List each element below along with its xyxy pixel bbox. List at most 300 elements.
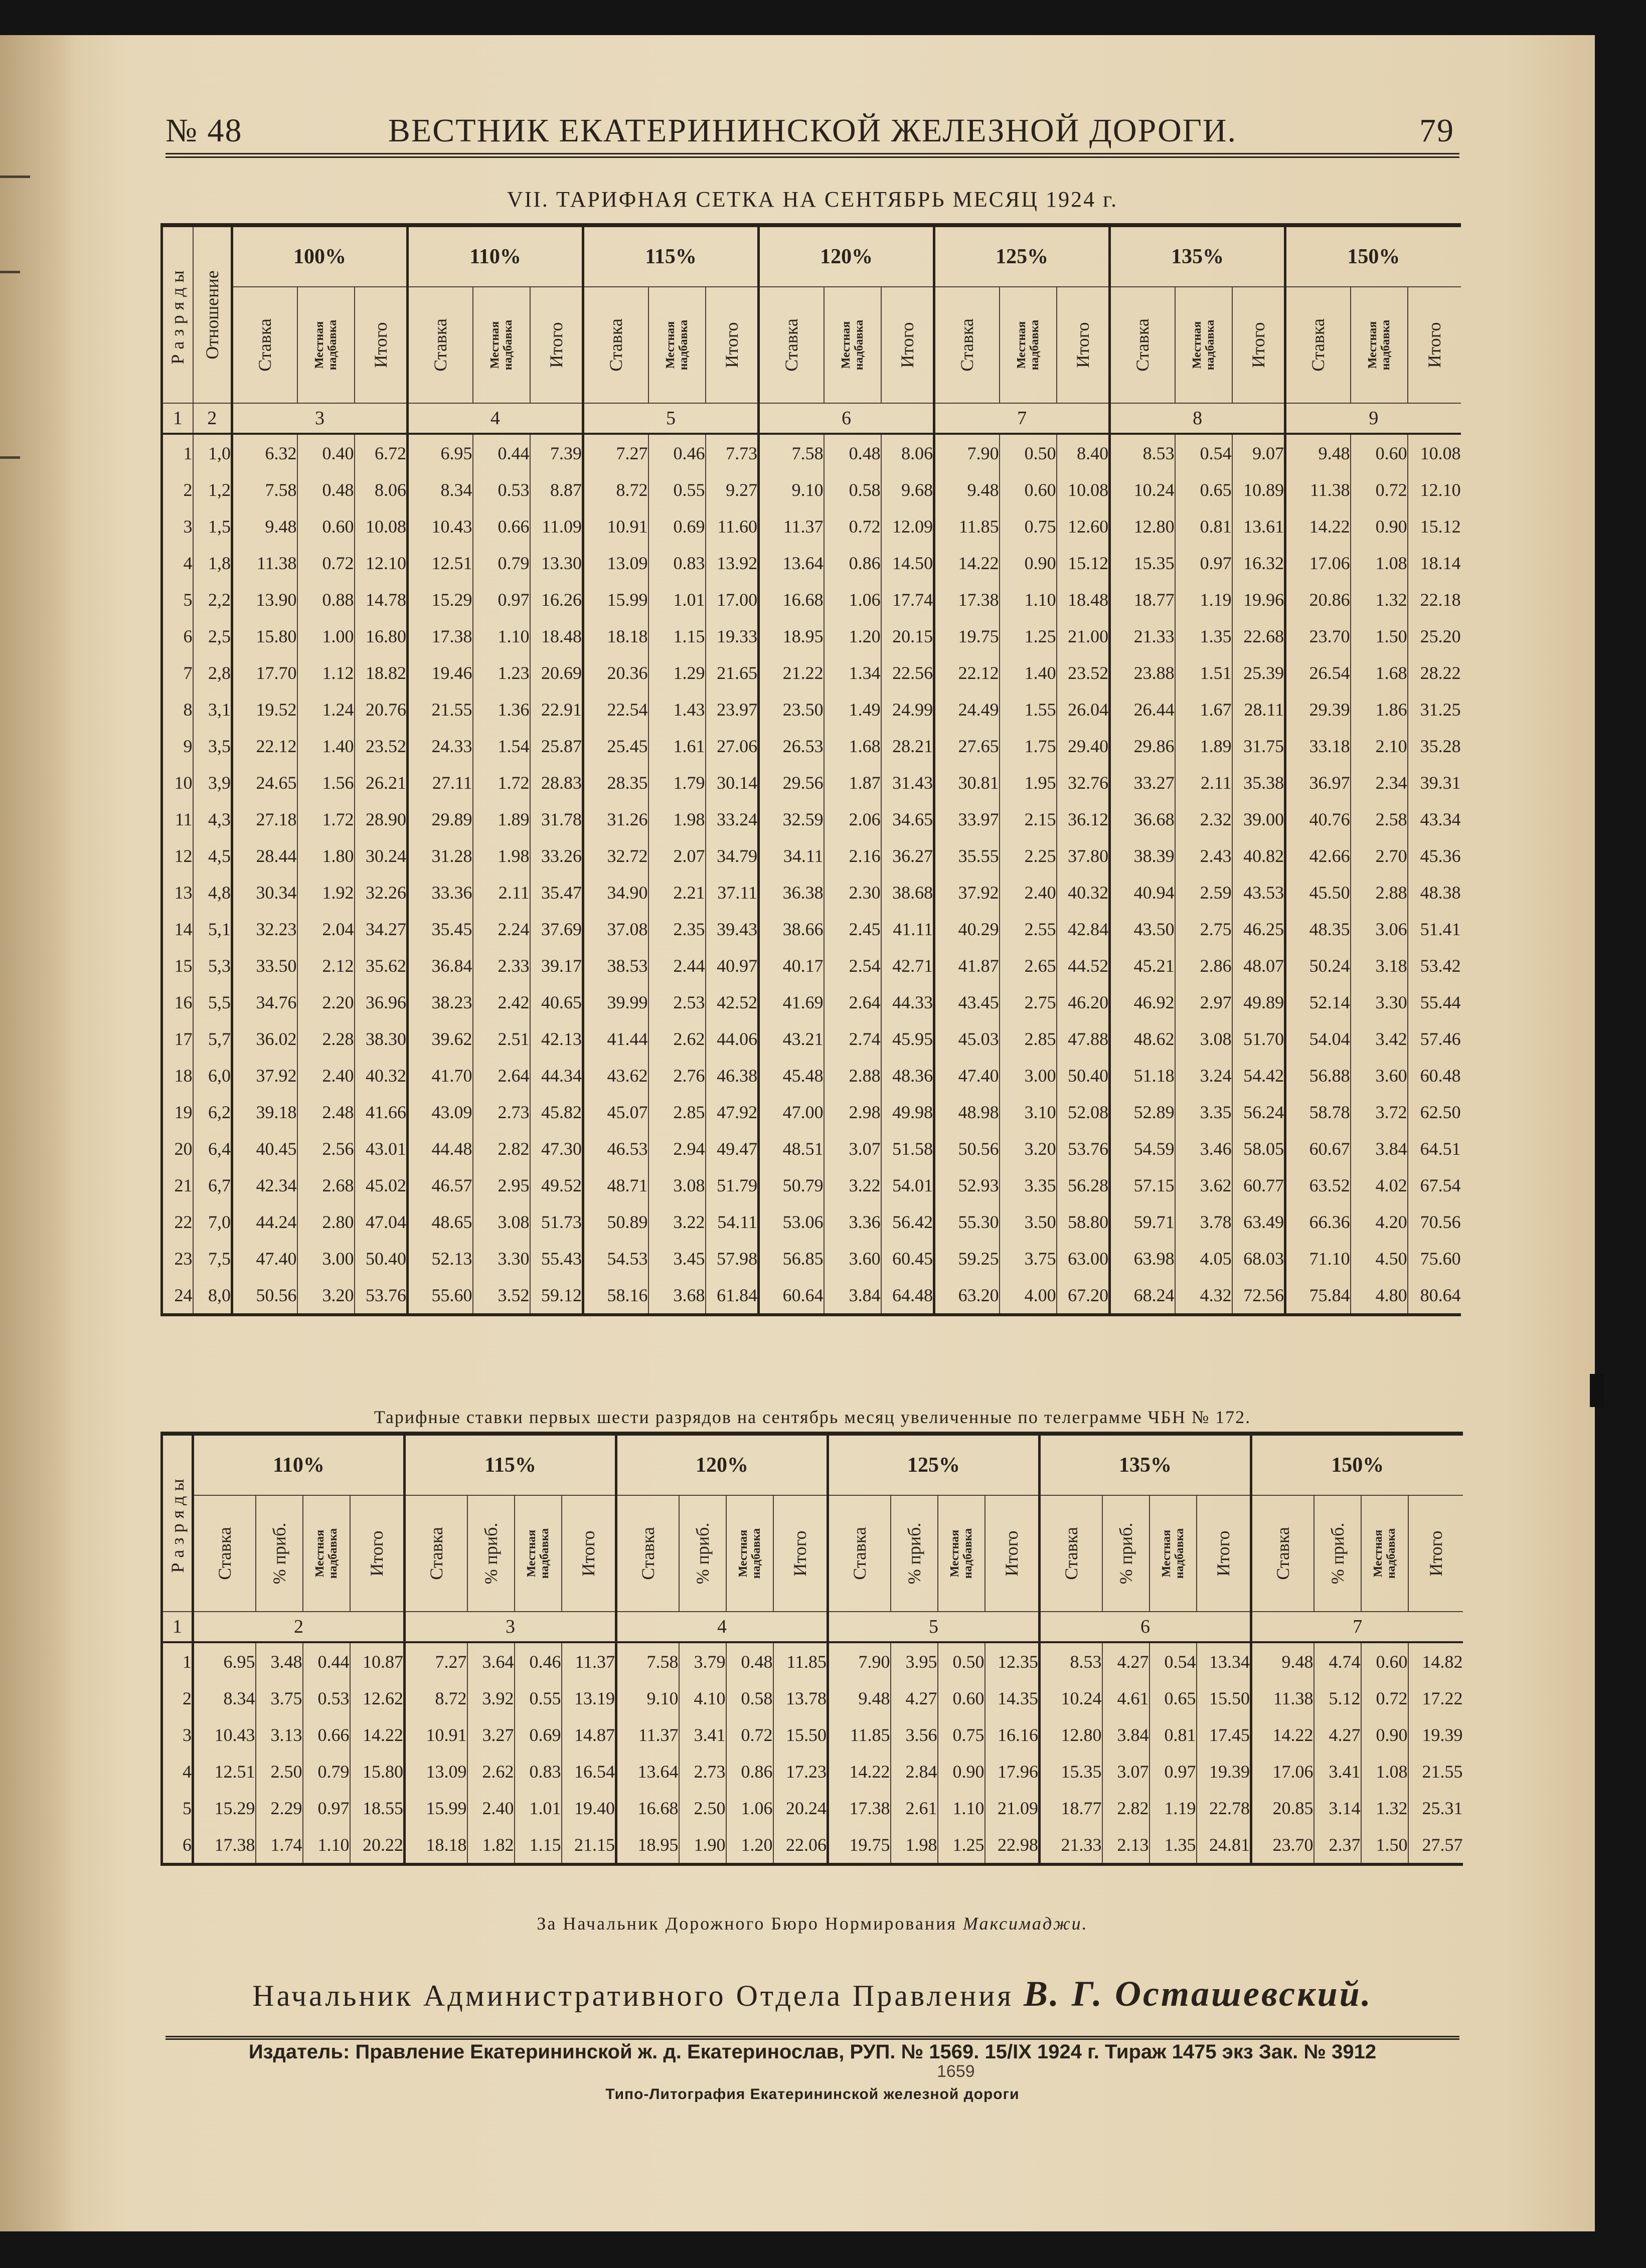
table-cell: 2.37	[1314, 1826, 1361, 1864]
table-cell: 37.11	[706, 874, 759, 911]
table-cell: 22.18	[1408, 581, 1461, 618]
vertical-header-wrap	[938, 1496, 984, 1611]
column-header	[193, 1495, 256, 1612]
table-cell: 20.22	[350, 1826, 405, 1864]
table-cell: 2.64	[473, 1057, 530, 1094]
table-cell: 3,5	[193, 728, 232, 764]
table-cell: 2.33	[473, 947, 530, 984]
table-cell: 28.11	[1232, 691, 1285, 728]
table-cell: 1.20	[824, 618, 881, 654]
percent-group-header: 150%	[1285, 225, 1461, 287]
column-header-label: Ставка	[214, 1527, 235, 1580]
table-cell: 14.22	[828, 1753, 891, 1790]
otnoshenie-header	[193, 225, 232, 403]
column-header	[1314, 1495, 1361, 1612]
table-cell: 40.97	[706, 947, 759, 984]
table-cell: 2.88	[1351, 874, 1408, 911]
table-cell: 0.75	[1000, 508, 1057, 545]
table-cell: 31.78	[530, 801, 583, 837]
table-cell: 16.16	[985, 1716, 1040, 1753]
table-cell: 23	[162, 1240, 193, 1277]
table-cell: 2.15	[1000, 801, 1057, 837]
table-cell: 56.42	[881, 1203, 934, 1240]
table-cell: 55.43	[530, 1240, 583, 1277]
table-cell: 52.89	[1110, 1094, 1175, 1130]
table-cell: 22.56	[881, 654, 934, 691]
table-cell: 48.36	[881, 1057, 934, 1094]
table-cell: 67.54	[1408, 1167, 1461, 1203]
table-cell: 0.60	[1361, 1642, 1408, 1680]
table-cell: 18.95	[759, 618, 824, 654]
table-cell: 47.40	[934, 1057, 1000, 1094]
table-cell: 14.35	[985, 1680, 1040, 1716]
table-cell: 50.89	[583, 1203, 648, 1240]
column-header-label: Итого	[370, 322, 391, 368]
printing-house: Типо-Литография Екатерининской железной дороги	[605, 2086, 1020, 2103]
table-cell: 1.56	[297, 764, 355, 801]
table-cell: 1.55	[1000, 691, 1057, 728]
table-cell: 40.32	[355, 1057, 408, 1094]
table-cell: 3.07	[1102, 1753, 1149, 1790]
table-cell: 8.53	[1110, 434, 1175, 471]
table-cell: 47.92	[706, 1094, 759, 1130]
table-cell: 4.10	[679, 1680, 726, 1716]
table-cell: 23.52	[1057, 654, 1110, 691]
table-cell: 3.84	[824, 1277, 881, 1315]
signature-line	[166, 1913, 1459, 1934]
table-cell: 3.27	[467, 1716, 515, 1753]
table-cell: 41.66	[355, 1094, 408, 1130]
table-cell: 1.15	[515, 1826, 562, 1864]
table-cell: 1.08	[1361, 1753, 1408, 1790]
percent-group-header: 135%	[1110, 225, 1285, 287]
table-cell: 25.31	[1408, 1790, 1463, 1826]
table-cell: 3.75	[256, 1680, 303, 1716]
table-cell: 58.05	[1232, 1130, 1285, 1167]
table-cell: 0.50	[938, 1642, 985, 1680]
table-cell: 47.40	[232, 1240, 297, 1277]
table-cell: 46.25	[1232, 911, 1285, 947]
table-cell: 1.00	[297, 618, 355, 654]
table-cell: 49.47	[706, 1130, 759, 1167]
table-cell: 2,8	[193, 654, 232, 691]
vertical-header-wrap	[1314, 1496, 1361, 1611]
table-cell: 10.43	[193, 1716, 256, 1753]
table-cell: 28.35	[583, 764, 648, 801]
table-cell: 32.76	[1057, 764, 1110, 801]
column-header	[405, 1495, 467, 1612]
table-cell: 2.88	[824, 1057, 881, 1094]
table-cell: 2.74	[824, 1020, 881, 1057]
table-cell: 53.76	[355, 1277, 408, 1315]
table-cell: 11.60	[706, 508, 759, 545]
table-cell: 45.36	[1408, 837, 1461, 874]
table-cell: 9.48	[828, 1680, 891, 1716]
table-cell: 21.33	[1040, 1826, 1102, 1864]
table-cell: 19.39	[1408, 1716, 1463, 1753]
table-cell: 45.07	[583, 1094, 648, 1130]
column-header-label: Местная надбавка	[1371, 1528, 1398, 1579]
table-cell: 27.65	[934, 728, 1000, 764]
table-cell: 16.26	[530, 581, 583, 618]
table-cell: 9	[162, 728, 193, 764]
table-cell: 7,0	[193, 1203, 232, 1240]
column-header	[828, 1495, 891, 1612]
group-header-row	[162, 1434, 1463, 1495]
table-cell: 3.72	[1351, 1094, 1408, 1130]
edge-mark	[1590, 1374, 1604, 1407]
table-cell: 0.90	[1361, 1716, 1408, 1753]
table-cell: 9.10	[616, 1680, 679, 1716]
table-cell: 22.68	[1232, 618, 1285, 654]
table-cell: 2.75	[1175, 911, 1232, 947]
column-header-label: Итого	[1248, 322, 1268, 368]
column-header-label: Итого	[546, 322, 566, 368]
table-cell: 1.25	[1000, 618, 1057, 654]
table-cell: 22.78	[1197, 1790, 1251, 1826]
table-cell: 14	[162, 911, 193, 947]
table-cell: 52.08	[1057, 1094, 1110, 1130]
table-cell: 8	[162, 691, 193, 728]
table-cell: 2.50	[679, 1790, 726, 1826]
table-cell: 2.16	[824, 837, 881, 874]
vertical-header-wrap	[1041, 1496, 1102, 1611]
table-cell: 8.06	[881, 434, 934, 471]
table-cell: 11.85	[828, 1716, 891, 1753]
table-cell: 20.85	[1251, 1790, 1314, 1826]
table-cell: 38.23	[408, 984, 473, 1020]
signer-name: Максимаджи.	[963, 1913, 1088, 1934]
column-header-label: % приб.	[269, 1522, 289, 1585]
column-header	[1197, 1495, 1251, 1612]
table-cell: 50.40	[1057, 1057, 1110, 1094]
group-header-row	[162, 225, 1461, 287]
table-row	[162, 911, 1461, 947]
table-cell: 1.79	[648, 764, 706, 801]
table-cell: 23.50	[759, 691, 824, 728]
table-cell: 14.22	[1251, 1716, 1314, 1753]
table-cell: 0.44	[303, 1642, 350, 1680]
table-cell: 4.05	[1175, 1240, 1232, 1277]
column-header-label: Ставка	[1061, 1527, 1081, 1580]
table-cell: 19.40	[562, 1790, 616, 1826]
vertical-header-wrap	[233, 287, 297, 403]
table-cell: 15.29	[193, 1790, 256, 1826]
table-cell: 6.95	[408, 434, 473, 471]
table-cell: 60.67	[1285, 1130, 1351, 1167]
table-cell: 31.26	[583, 801, 648, 837]
table-cell: 39.17	[530, 947, 583, 984]
table-cell: 20.69	[530, 654, 583, 691]
table-cell: 0.97	[303, 1790, 350, 1826]
vertical-header-wrap	[298, 287, 354, 403]
table-cell: 34.90	[583, 874, 648, 911]
table-cell: 6.32	[232, 434, 297, 471]
table-cell: 45.02	[355, 1167, 408, 1203]
percent-group-header: 120%	[759, 225, 934, 287]
table-cell: 60.64	[759, 1277, 824, 1315]
table-cell: 46.53	[583, 1130, 648, 1167]
table-cell: 0.44	[473, 434, 530, 471]
vertical-header-wrap	[680, 1496, 726, 1611]
table-cell: 2.61	[891, 1790, 938, 1826]
table-cell: 6,0	[193, 1057, 232, 1094]
table-cell: 21.55	[408, 691, 473, 728]
column-header	[616, 1495, 679, 1612]
table-row	[162, 471, 1461, 508]
table-cell: 43.50	[1110, 911, 1175, 947]
table-cell: 0.83	[515, 1753, 562, 1790]
vertical-header-wrap	[985, 1496, 1039, 1611]
table-cell: 27.06	[706, 728, 759, 764]
column-header	[726, 1495, 773, 1612]
column-header	[824, 287, 881, 403]
table-cell: 7,5	[193, 1240, 232, 1277]
table-cell: 1,2	[193, 471, 232, 508]
vertical-header-wrap	[1233, 287, 1284, 403]
table-cell: 41.44	[583, 1020, 648, 1057]
column-header	[1351, 287, 1408, 403]
table-cell: 11.38	[232, 545, 297, 581]
table-cell: 1.50	[1361, 1826, 1408, 1864]
vertical-header-wrap	[1176, 287, 1232, 403]
vertical-header-wrap	[617, 1496, 679, 1611]
table-cell: 0.69	[648, 508, 706, 545]
table-cell: 1.72	[297, 801, 355, 837]
table-cell: 39.62	[408, 1020, 473, 1057]
column-header-label: Ставка	[430, 318, 451, 372]
margin-rule	[0, 176, 30, 178]
column-number-row	[162, 403, 1461, 434]
table-cell: 48.98	[934, 1094, 1000, 1130]
table-cell: 72.56	[1232, 1277, 1285, 1315]
table-cell: 9.48	[1251, 1642, 1314, 1680]
table-cell: 14.78	[355, 581, 408, 618]
table-cell: 1.75	[1000, 728, 1057, 764]
table-cell: 17.38	[934, 581, 1000, 618]
column-header	[938, 1495, 985, 1612]
table-cell: 23.70	[1285, 618, 1351, 654]
table-cell: 20.76	[355, 691, 408, 728]
table-cell: 45.50	[1285, 874, 1351, 911]
table-cell: 1.40	[297, 728, 355, 764]
table-cell: 3.41	[1314, 1753, 1361, 1790]
table-cell: 20.15	[881, 618, 934, 654]
table-cell: 1.61	[648, 728, 706, 764]
table-cell: 14.22	[1285, 508, 1351, 545]
table-cell: 17.22	[1408, 1680, 1463, 1716]
table-row	[162, 1203, 1461, 1240]
table-cell: 39.18	[232, 1094, 297, 1130]
table-cell: 0.86	[726, 1753, 773, 1790]
table-cell: 48.62	[1110, 1020, 1175, 1057]
table-cell: 51.41	[1408, 911, 1461, 947]
table-cell: 33.26	[530, 837, 583, 874]
table-cell: 9.10	[759, 471, 824, 508]
table-cell: 17	[162, 1020, 193, 1057]
table-cell: 0.81	[1149, 1716, 1197, 1753]
table-cell: 3.35	[1175, 1094, 1232, 1130]
table-cell: 11.38	[1251, 1680, 1314, 1716]
table-cell: 51.73	[530, 1203, 583, 1240]
percent-group-header: 110%	[193, 1434, 405, 1495]
table-cell: 1.50	[1351, 618, 1408, 654]
column-header	[232, 287, 297, 403]
table-cell: 26.53	[759, 728, 824, 764]
table-cell: 1,5	[193, 508, 232, 545]
column-header	[515, 1495, 562, 1612]
table-cell: 18.14	[1408, 545, 1461, 581]
table-row	[162, 691, 1461, 728]
table-cell: 40.82	[1232, 837, 1285, 874]
table-cell: 1.10	[938, 1790, 985, 1826]
table-cell: 21.65	[706, 654, 759, 691]
column-number: 5	[828, 1612, 1040, 1642]
table-row	[162, 1826, 1463, 1864]
table-cell: 48.51	[759, 1130, 824, 1167]
table-cell: 3.50	[1000, 1203, 1057, 1240]
table-row	[162, 984, 1461, 1020]
table-row	[162, 1680, 1463, 1716]
table-cell: 6,7	[193, 1167, 232, 1203]
column-number: 9	[1285, 403, 1461, 434]
table-cell: 1.72	[473, 764, 530, 801]
page-number: 79	[1419, 112, 1454, 149]
table-cell: 2.51	[473, 1020, 530, 1057]
table-cell: 4.20	[1351, 1203, 1408, 1240]
table-cell: 17.38	[193, 1826, 256, 1864]
table-cell: 42.84	[1057, 911, 1110, 947]
table-cell: 9.48	[934, 471, 1000, 508]
chief-signature	[166, 1973, 1459, 2040]
table-cell: 25.39	[1232, 654, 1285, 691]
column-number: 7	[1251, 1612, 1463, 1642]
table-cell: 1.80	[297, 837, 355, 874]
table-cell: 4.27	[1314, 1716, 1361, 1753]
table-cell: 30.81	[934, 764, 1000, 801]
table-cell: 2.84	[891, 1753, 938, 1790]
table-cell: 2.70	[1351, 837, 1408, 874]
table-cell: 9.68	[881, 471, 934, 508]
column-header-label: Местная надбавка	[1160, 1528, 1186, 1579]
table-cell: 7	[162, 654, 193, 691]
table-cell: 39.43	[706, 911, 759, 947]
table-cell: 30.14	[706, 764, 759, 801]
table-cell: 2.48	[297, 1094, 355, 1130]
table-cell: 11	[162, 801, 193, 837]
table-cell: 1.98	[891, 1826, 938, 1864]
table-cell: 15.99	[583, 581, 648, 618]
table-cell: 34.65	[881, 801, 934, 837]
table-cell: 1	[162, 1642, 193, 1680]
table-cell: 1.86	[1351, 691, 1408, 728]
table-cell: 3	[162, 1716, 193, 1753]
column-header	[759, 287, 824, 403]
table-cell: 0.72	[726, 1716, 773, 1753]
table-cell: 22.54	[583, 691, 648, 728]
table-cell: 3.42	[1351, 1020, 1408, 1057]
table-cell: 63.00	[1057, 1240, 1110, 1277]
column-number: 6	[1040, 1612, 1251, 1642]
table-cell: 3.18	[1351, 947, 1408, 984]
column-header-label: Местная надбавка	[488, 319, 515, 371]
table-cell: 3.08	[473, 1203, 530, 1240]
table-cell: 7.90	[934, 434, 1000, 471]
table-cell: 33.50	[232, 947, 297, 984]
table-cell: 3.20	[1000, 1130, 1057, 1167]
table-cell: 2.65	[1000, 947, 1057, 984]
table-cell: 35.55	[934, 837, 1000, 874]
vertical-header-wrap	[1252, 1496, 1313, 1611]
table-cell: 13.61	[1232, 508, 1285, 545]
otnoshenie-label: Отношение	[202, 270, 222, 360]
vertical-header-wrap	[727, 1496, 773, 1611]
column-header	[706, 287, 759, 403]
column-header-label: % приб.	[904, 1522, 924, 1585]
table-cell: 0.65	[1149, 1680, 1197, 1716]
table-cell: 49.89	[1232, 984, 1285, 1020]
table-cell: 19.75	[934, 618, 1000, 654]
table-cell: 44.34	[530, 1057, 583, 1094]
table-cell: 38.66	[759, 911, 824, 947]
table-cell: 18.95	[616, 1826, 679, 1864]
table-cell: 36.84	[408, 947, 473, 984]
table-cell: 50.24	[1285, 947, 1351, 984]
column-header-label: Местная надбавка	[948, 1528, 974, 1579]
table-cell: 24.33	[408, 728, 473, 764]
table-cell: 4.02	[1351, 1167, 1408, 1203]
table-cell: 4	[162, 545, 193, 581]
table-cell: 4,3	[193, 801, 232, 837]
table-cell: 0.54	[1175, 434, 1232, 471]
table-cell: 18.48	[530, 618, 583, 654]
table-cell: 30.34	[232, 874, 297, 911]
percent-group-header: 150%	[1251, 1434, 1463, 1495]
table-row	[162, 1790, 1463, 1826]
table-cell: 47.30	[530, 1130, 583, 1167]
vertical-header-wrap	[935, 287, 999, 403]
table-row	[162, 1753, 1463, 1790]
table-cell: 34.27	[355, 911, 408, 947]
table-cell: 56.24	[1232, 1094, 1285, 1130]
table-cell: 0.48	[824, 434, 881, 471]
table-cell: 2.29	[256, 1790, 303, 1826]
razryady-label: Разряды	[168, 265, 188, 365]
table-cell: 19.52	[232, 691, 297, 728]
table-row	[162, 434, 1461, 471]
table-cell: 57.46	[1408, 1020, 1461, 1057]
table-cell: 57.15	[1110, 1167, 1175, 1203]
table-cell: 36.68	[1110, 801, 1175, 837]
table-row	[162, 508, 1461, 545]
table-cell: 41.87	[934, 947, 1000, 984]
table-cell: 0.55	[648, 471, 706, 508]
table-cell: 1.74	[256, 1826, 303, 1864]
table-cell: 5,5	[193, 984, 232, 1020]
table-cell: 1.32	[1361, 1790, 1408, 1826]
table-cell: 1,0	[193, 434, 232, 471]
column-header	[1361, 1495, 1408, 1612]
table-cell: 17.06	[1285, 545, 1351, 581]
table-cell: 54.42	[1232, 1057, 1285, 1094]
table-cell: 0.69	[515, 1716, 562, 1753]
vertical-header-wrap	[194, 227, 231, 403]
column-number: 1	[162, 1612, 193, 1642]
table-cell: 21.55	[1408, 1753, 1463, 1790]
table-cell: 50.56	[232, 1277, 297, 1315]
table-cell: 39.99	[583, 984, 648, 1020]
table-cell: 25.20	[1408, 618, 1461, 654]
